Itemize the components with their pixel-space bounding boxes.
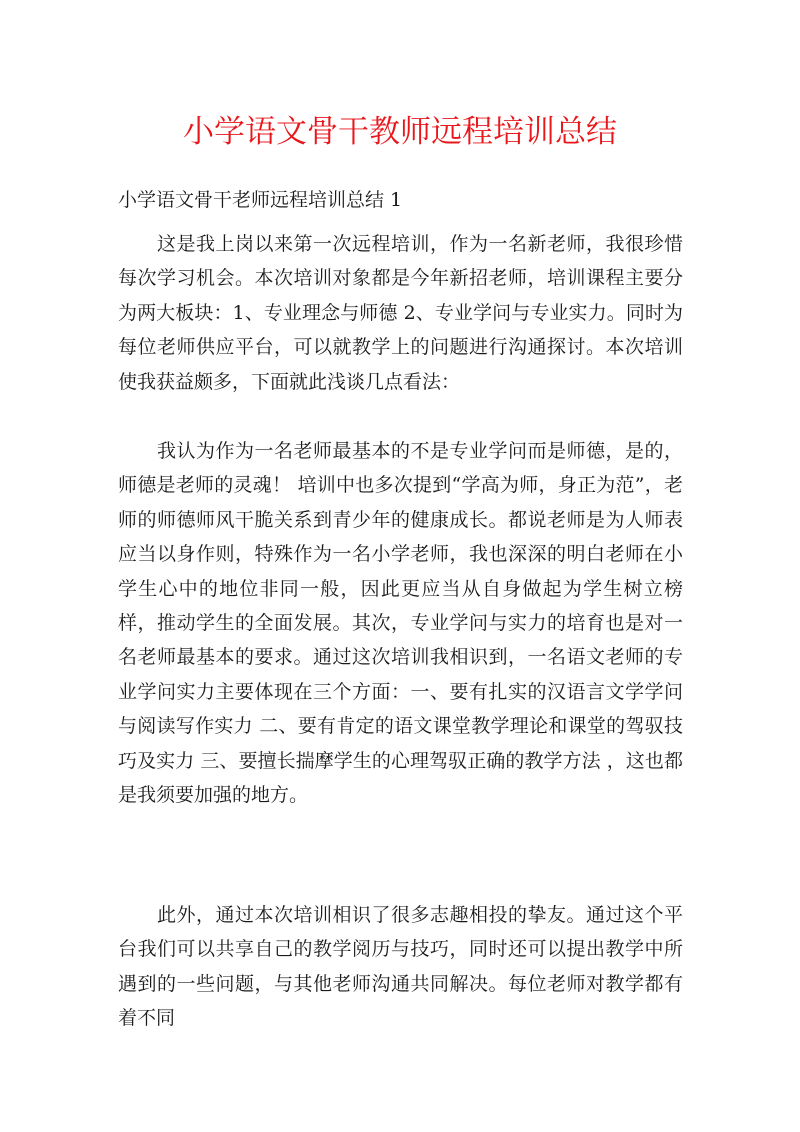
body-paragraph: 此外，通过本次培训相识了很多志趣相投的挚友。通过这个平台我们可以共享自己的教学阅历与技巧，同时还可以提出教学中所遇到的一些问题，与其他老师沟通共同解决。每位老师对教学都有着不同 — [118, 904, 683, 1030]
document-title: 小学语文骨干教师远程培训总结 — [183, 114, 617, 150]
section-heading: 小学语文骨干老师远程培训总结 1 — [118, 189, 403, 211]
body-paragraph: 这是我上岗以来第一次远程培训，作为一名新老师，我很珍惜每次学习机会。本次培训对象都是今年新招老师，培训课程主要分为两大板块：1、专业理念与师德 2、专业学问与专业实力。同时为每位老师供应平台，可以就教学上的问题进行沟通探讨。本次培训使我获益颇多，下面就此浅谈几点看法： — [118, 233, 683, 393]
body-paragraph: 我认为作为一名老师最基本的不是专业学问而是师德，是的，师德是老师的灵魂！ 培训中也多次提到“学高为师，身正为范”，老师的师德师风干脆关系到青少年的健康成长。都说老师是为人师表应当以身作则，特殊作为一名小学老师，我也深深的明白老师在小学生心中的地位非同一般，因此更应当从自身做起为学生树立榜样，推动学生的全面发展。其次，专业学问与实力的培育也是对一名老师最基本的要求。通过这次培训我相识到，一名语文老师的专业学问实力主要体现在三个方面：一、要有扎实的汉语言文学学问与阅读写作实力 二、要有肯定的语文课堂教学理论和课堂的驾驭技巧及实力 三、要擅长揣摩学生的心理驾驭正确的教学方法 ，这也都是我须要加强的地方。 — [118, 440, 683, 807]
